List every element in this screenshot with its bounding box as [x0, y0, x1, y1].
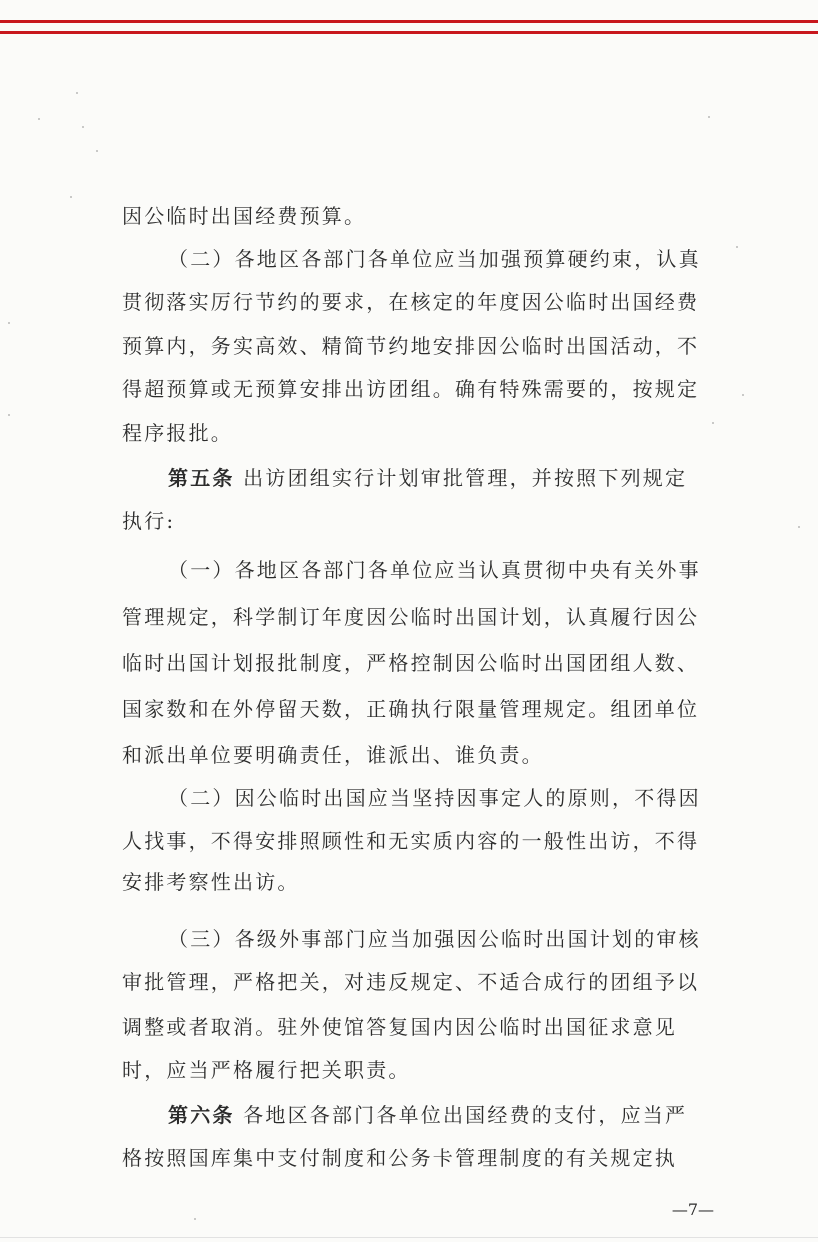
article-6-first-line — [168, 1096, 722, 1134]
scan-speck — [82, 126, 84, 128]
text-line: 和派出单位要明确责任，谁派出、谁负责。 — [122, 743, 544, 767]
article-5-heading: 第五条 — [168, 466, 235, 490]
text-line: 执行: — [122, 509, 176, 533]
text-line: 因公临时出国经费预算。 — [122, 204, 367, 228]
scan-speck — [76, 92, 78, 94]
text-line: （三）各级外事部门应当加强因公临时出国计划的审核 — [168, 927, 701, 951]
article-6-heading: 第六条 — [168, 1103, 235, 1127]
text-line: （二）各地区各部门各单位应当加强预算硬约束，认真 — [168, 247, 701, 271]
text-line: 人找事，不得安排照顾性和无实质内容的一般性出访，不得 — [122, 829, 700, 853]
article-5-first-line — [168, 459, 722, 497]
text-line: 贯彻落实厉行节约的要求，在核定的年度因公临时出国经费 — [122, 290, 700, 314]
red-header-rule-top — [0, 20, 818, 23]
text-line: 审批管理，严格把关，对违反规定、不适合成行的团组予以 — [122, 970, 700, 994]
text-line: 得超预算或无预算安排出访团组。确有特殊需要的，按规定 — [122, 377, 700, 401]
scan-speck — [708, 116, 710, 118]
scan-speck — [38, 118, 40, 120]
scan-speck — [736, 246, 738, 248]
red-header-rule-bottom — [0, 31, 818, 34]
text-line: 安排考察性出访。 — [122, 870, 300, 894]
text-line: 预算内，务实高效、精简节约地安排因公临时出国活动，不 — [122, 334, 700, 358]
text-line: （一）各地区各部门各单位应当认真贯彻中央有关外事 — [168, 558, 701, 582]
text-line: 临时出国计划报批制度，严格控制因公临时出国团组人数、 — [122, 651, 700, 675]
text-line: 格按照国库集中支付制度和公务卡管理制度的有关规定执 — [122, 1146, 677, 1170]
text-line: 程序报批。 — [122, 421, 233, 445]
scan-speck — [8, 322, 10, 324]
text-line: 管理规定，科学制订年度因公临时出国计划，认真履行因公 — [122, 605, 700, 629]
bottom-edge-rule — [0, 1237, 818, 1238]
article-5-text: 出访团组实行计划审批管理，并按照下列规定 — [243, 466, 688, 490]
scan-speck — [742, 394, 744, 396]
page-number: —7— — [671, 1200, 714, 1219]
scan-speck — [8, 414, 10, 416]
scan-speck — [96, 150, 98, 152]
text-line: 调整或者取消。驻外使馆答复国内因公临时出国征求意见 — [122, 1015, 677, 1039]
scan-speck — [798, 526, 800, 528]
article-6-text: 各地区各部门各单位出国经费的支付，应当严 — [243, 1103, 688, 1127]
text-line: 国家数和在外停留天数，正确执行限量管理规定。组团单位 — [122, 697, 700, 721]
scan-speck — [70, 196, 72, 198]
text-line: 时，应当严格履行把关职责。 — [122, 1058, 411, 1082]
scan-speck — [194, 1218, 196, 1220]
text-line: （二）因公临时出国应当坚持因事定人的原则，不得因 — [168, 786, 701, 810]
